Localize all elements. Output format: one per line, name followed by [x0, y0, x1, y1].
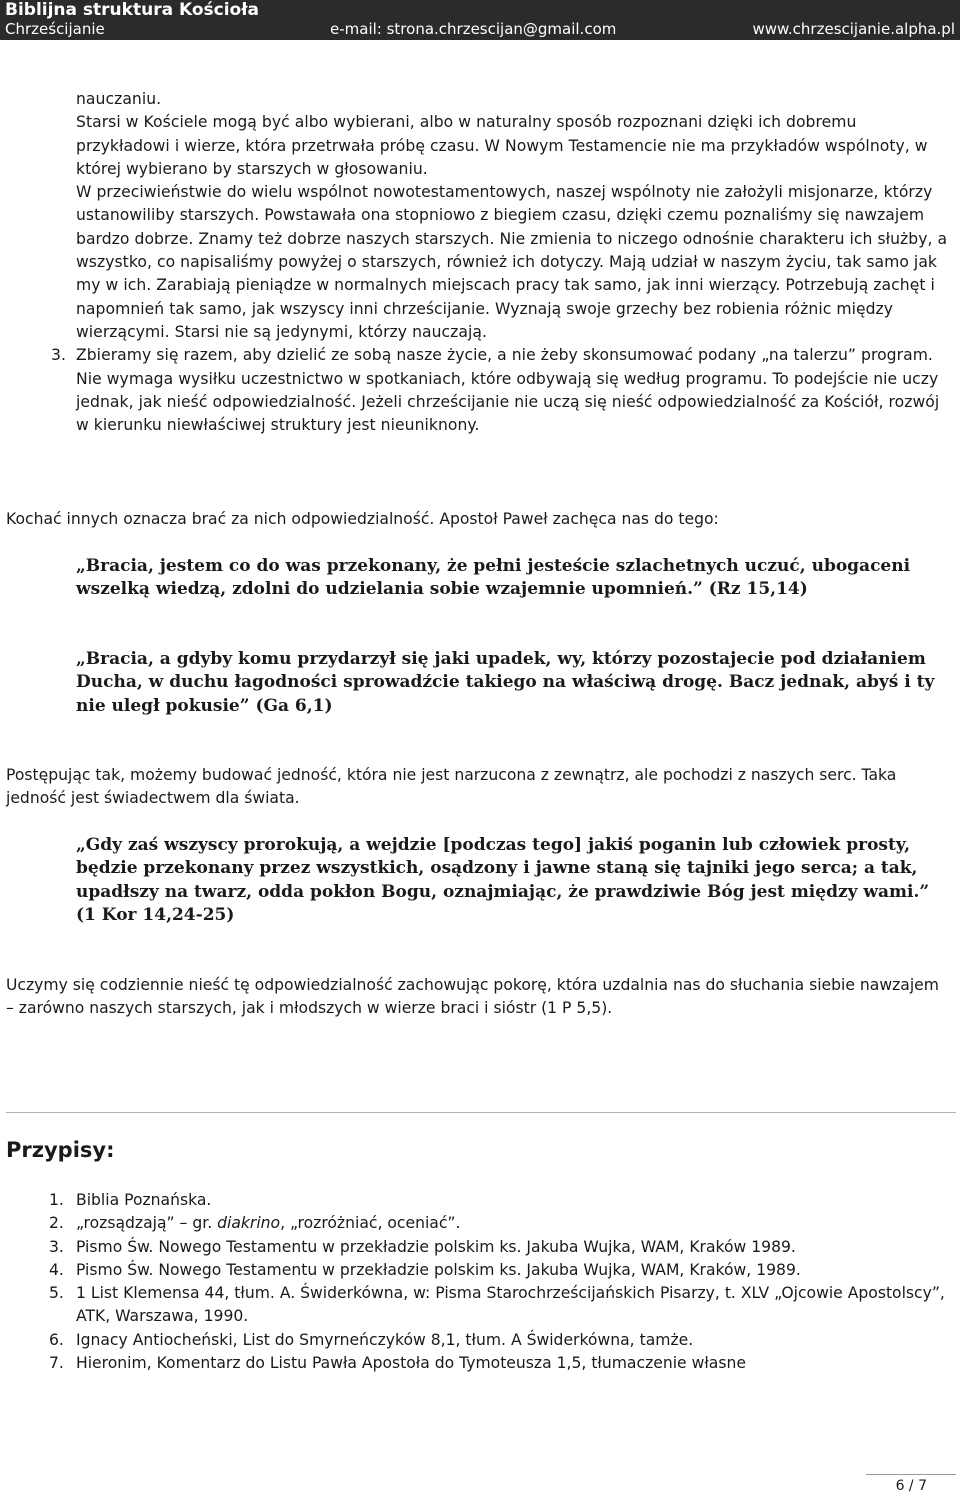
scripture-quote: „Gdy zaś wszyscy prorokują, a wejdzie [podczas tego] jakiś poganin lub człowiek prosty, będzie przekonany przez wszystkich, osądzony i jawne staną się tajniki jego serca; a tak, upadłszy na twarz, odda pokłon Bogu, oznajmiając, że prawdziwie Bóg jest między wami.” (1 Kor 14,24-25) — [76, 835, 930, 925]
body-paragraph: Postępując tak, możemy budować jedność, która nie jest narzucona z zewnątrz, ale pochodzi z naszych serc. Taka jedność jest świadectwem dla świata. — [6, 766, 897, 808]
footnote-number: 4. — [49, 1260, 64, 1279]
list-paragraph: Starsi w Kościele mogą być albo wybierani, albo w naturalny sposób rozpoznani dzięki ich dobremu przykładowi i wierze, która przetrwała próbę czasu. W Nowym Testamencie nie ma przykładów wspólnoty, w której wybierano by starszych w głosowaniu. — [76, 113, 928, 178]
footnote-text: 1 List Klemensa 44, tłum. A. Świderkówna, w: Pisma Starochrześcijańskich Pisarzy, t. XLV „Ojcowie Apostolscy”, ATK, Warszawa, 1990. — [76, 1284, 945, 1326]
list-item-3 — [51, 344, 948, 367]
body-paragraph: Uczymy się codziennie nieść tę odpowiedzialność zachowując pokorę, która uzdalnia nas do słuchania siebie nawzajem – zarówno naszych starszych, jak i młodszych w wierze braci i sióstr (1 P 5,5). — [6, 976, 939, 1018]
numbered-list-continuation — [51, 88, 948, 437]
footnotes-list — [49, 1189, 956, 1375]
footnote-text: „rozsądzają” – gr. — [76, 1214, 218, 1233]
list-number: 3. — [51, 346, 66, 365]
page-header — [0, 0, 960, 40]
footnote-number: 5. — [49, 1284, 64, 1303]
body-paragraph: Kochać innych oznacza brać za nich odpowiedzialność. Apostoł Paweł zachęca nas do tego: — [6, 510, 719, 528]
footnote-number: 2. — [49, 1214, 64, 1233]
footnote-item — [49, 1212, 956, 1235]
footnote-text: Pismo Św. Nowego Testamentu w przekładzie polskim ks. Jakuba Wujka, WAM, Kraków, 1989. — [76, 1260, 801, 1279]
scripture-quote: „Bracia, jestem co do was przekonany, że pełni jesteście szlachetnych uczuć, ubogaceni wszelką wiedzą, zdolni do udzielania sobie wzajemnie upomnień.” (Rz 15,14) — [76, 556, 911, 600]
section-divider — [6, 1112, 956, 1113]
footnote-item — [49, 1352, 956, 1375]
footnote-item — [49, 1282, 956, 1329]
site-url[interactable]: www.chrzescijanie.alpha.pl — [752, 20, 955, 38]
footnote-item — [49, 1259, 956, 1282]
scripture-quote: „Bracia, a gdyby komu przydarzył się jaki upadek, wy, którzy pozostajecie pod działaniem Ducha, w duchu łagodności sprowadźcie takiego na właściwą drogę. Bacz jednak, abyś i ty nie uległ pokusie” (Ga 6,1) — [76, 649, 935, 716]
footnote-text: Ignacy Antiocheński, List do Smyrneńczyków 8,1, tłum. A Świderkówna, tamże. — [76, 1330, 694, 1349]
footnote-item — [49, 1329, 956, 1352]
site-name: Chrześcijanie — [5, 20, 105, 38]
contact-email[interactable]: e-mail: strona.chrzescijan@gmail.com — [330, 20, 617, 38]
list-item-text: Zbieramy się razem, aby dzielić ze sobą nasze życie, a nie żeby skonsumować podany „na talerzu” program. — [76, 346, 933, 365]
footnote-number: 7. — [49, 1354, 64, 1373]
footnote-item — [49, 1236, 956, 1259]
footnote-text: Biblia Poznańska. — [76, 1191, 212, 1209]
footnotes-heading: Przypisy: — [6, 1138, 115, 1162]
document-title: Biblijna struktura Kościoła — [5, 0, 260, 20]
list-paragraph: Nie wymaga wysiłku uczestnictwo w spotkaniach, które odbywają się według programu. To podejście nie uczy jednak, jak nieść odpowiedzialność. Jeżeli chrześcijanie nie uczą się nieść odpowiedzialność za Kościół, rozwój w kierunku niewłaściwej struktury jest nieuniknony. — [76, 369, 940, 435]
page-number-rule — [866, 1474, 956, 1475]
footnote-italic-term: diakrino — [217, 1214, 281, 1233]
list-paragraph: nauczaniu. — [76, 90, 162, 108]
footnote-number: 3. — [49, 1237, 64, 1256]
page-number: 6 / 7 — [895, 1478, 927, 1494]
footnote-number: 6. — [49, 1330, 64, 1349]
list-paragraph: W przeciwieństwie do wielu wspólnot nowotestamentowych, naszej wspólnoty nie założyli misjonarze, którzy ustanowiliby starszych. Powstawała ona stopniowo z biegiem czasu, dzięki czemu poznaliśmy się nawzajem bardzo dobrze. Znamy też dobrze naszych starszych. Nie zmienia to niczego odnośnie charakteru ich służby, a wszystko, co napisaliśmy powyżej o starszych, również ich dotyczy. Mają udział w naszym życiu, tak samo jak my w ich. Zarabiają pieniądze w normalnych miejscach pracy tak samo, jak inni wierzący. Potrzebują zachęt i napomnień tak samo, jak wszyscy inni chrześcijanie. Wyznają swoje grzechy bez robienia różnic między wierzącymi. Starsi nie są jedynymi, którzy nauczają. — [76, 183, 948, 341]
footnote-item — [49, 1189, 956, 1212]
footnote-text: , „rozróżniać, oceniać”. — [280, 1214, 461, 1233]
footnote-text: Hieronim, Komentarz do Listu Pawła Apostoła do Tymoteusza 1,5, tłumaczenie własne — [76, 1354, 746, 1373]
footnote-text: Pismo Św. Nowego Testamentu w przekładzie polskim ks. Jakuba Wujka, WAM, Kraków 1989. — [76, 1237, 796, 1256]
footnote-number: 1. — [49, 1191, 64, 1209]
header-info-row — [5, 19, 955, 39]
